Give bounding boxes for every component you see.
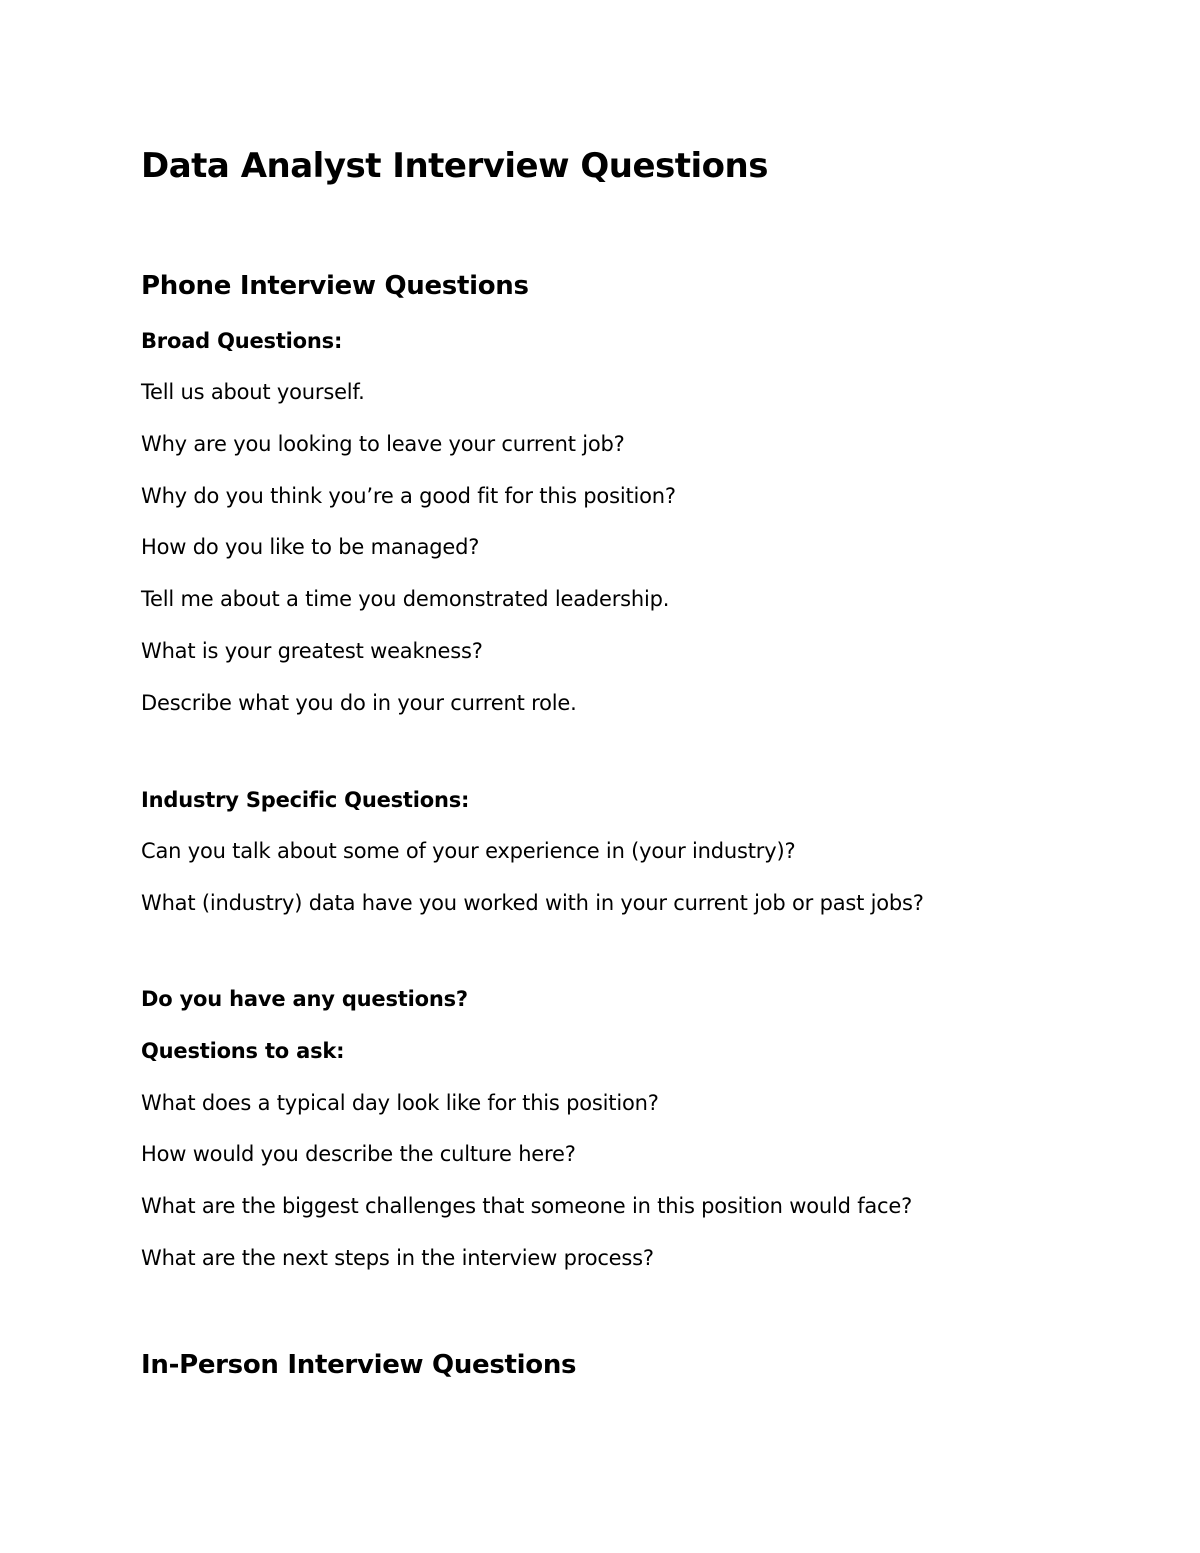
- broad-question-item: Tell us about yourself.: [141, 380, 365, 404]
- broad-questions-label: Broad Questions:: [141, 329, 343, 353]
- industry-question-item: What (industry) data have you worked with in your current job or past jobs?: [141, 891, 924, 915]
- phone-interview-heading: Phone Interview Questions: [141, 271, 529, 301]
- questions-to-ask-label: Questions to ask:: [141, 1039, 345, 1063]
- broad-question-item: Describe what you do in your current role.: [141, 691, 577, 715]
- question-to-ask-item: What are the biggest challenges that someone in this position would face?: [141, 1194, 913, 1218]
- broad-question-item: How do you like to be managed?: [141, 535, 480, 559]
- any-questions-label: Do you have any questions?: [141, 987, 468, 1011]
- industry-question-item: Can you talk about some of your experience in (your industry)?: [141, 839, 796, 863]
- broad-question-item: Tell me about a time you demonstrated leadership.: [141, 587, 670, 611]
- industry-questions-label: Industry Specific Questions:: [141, 788, 470, 812]
- broad-question-item: Why do you think you’re a good fit for this position?: [141, 484, 676, 508]
- question-to-ask-item: What are the next steps in the interview process?: [141, 1246, 654, 1270]
- in-person-interview-heading: In-Person Interview Questions: [141, 1350, 577, 1380]
- broad-question-item: Why are you looking to leave your current job?: [141, 432, 625, 456]
- broad-question-item: What is your greatest weakness?: [141, 639, 483, 663]
- document-title: Data Analyst Interview Questions: [141, 146, 768, 186]
- question-to-ask-item: What does a typical day look like for this position?: [141, 1091, 659, 1115]
- question-to-ask-item: How would you describe the culture here?: [141, 1142, 576, 1166]
